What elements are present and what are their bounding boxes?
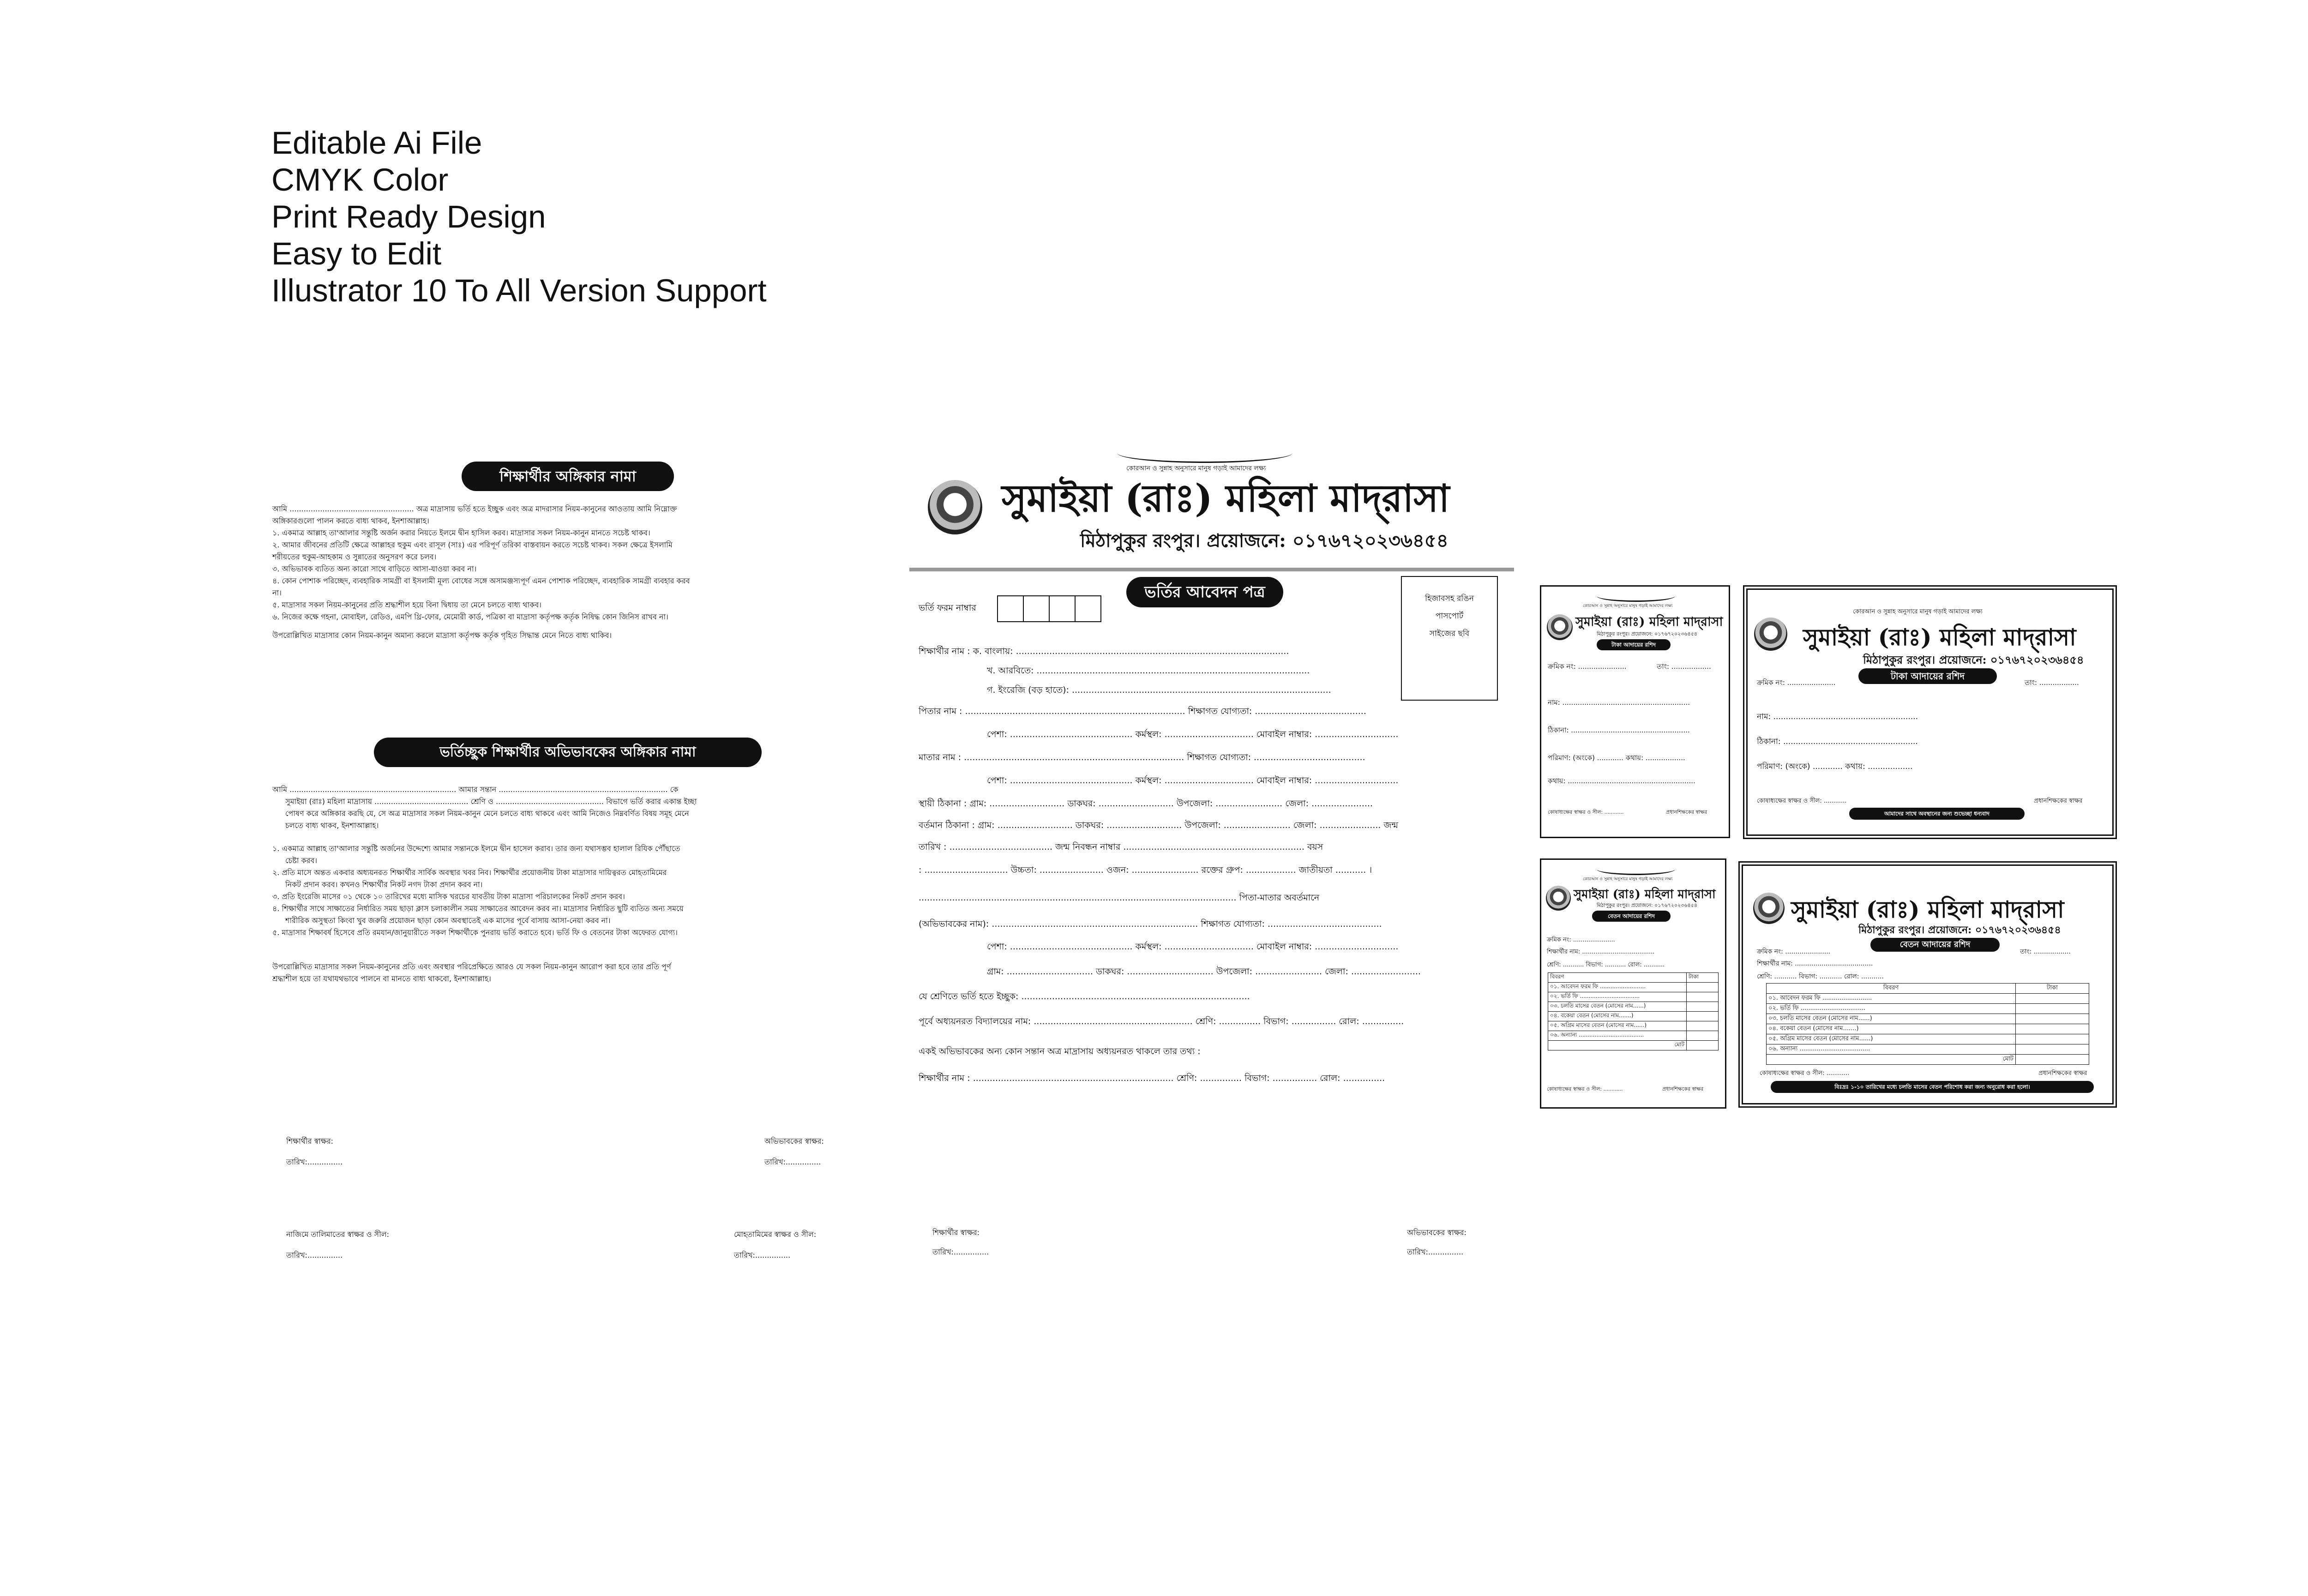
calligraphy-ornament [1597,864,1675,875]
feature-item: CMYK Color [271,162,449,198]
application-pill: ভর্তির আবেদন পত্র [1126,577,1283,607]
form-title: সুমাইয়া (রাঃ) মহিলা মাদ্‌রাসা [1002,476,1450,521]
field-mother-job[interactable]: পেশা: ............................................ কর্মস্থল: ................................ মোবাইল নাম্বার: .............................. [987,775,1399,786]
form-date-guardian: তারিখ:............... [1407,1248,1464,1256]
money-receipt-small: কোরআন ও সুন্নাহ অনুসারে মানুষ গড়াই আমাদের লক্ষ্য সুমাইয়া (রাঃ) মহিলা মাদ্‌রাসা মিঠাপুকুর রংপুর। প্রয়োজনে: ০১৭৬৭২০২৩৬৪৫৪ টাকা আদায়ের রশিদ ক্রমিক নং: ...................... তাং: .................. নাম: .......................................................... ঠিকানা: ...................................................... পরিমাণ: (অংকে) ............ কথায়: .................. কথায়: .......................................................... কোষাধ্যক্ষের স্বাক্ষর ও সীল: ............ প্রধানশিক্ষকের স্বাক্ষর [1540,585,1730,838]
form-fields [919,642,1421,1087]
sig-guardian: অভিভাবকের স্বাক্ষর: [764,1137,824,1146]
field-name-bangla[interactable]: শিক্ষার্থীর নাম : ক. বাংলায়: .................................................................................................. [919,646,1289,656]
application-form [909,438,1523,1283]
feature-item: Print Ready Design [271,199,546,234]
date-muhtamim: তারিখ:............... [734,1251,791,1260]
field-present-address[interactable]: বর্তমান ঠিকানা : গ্রাম: ........................... ডাকঘর: ........................... উপজেলা: ........................ জেলা: ...................... জন্ম [919,820,1398,830]
field-desired-class[interactable]: যে শ্রেণিতে ভর্তি হতে ইচ্ছুক: .................................................................................. [919,991,1250,1002]
field-mother-name[interactable]: মাতার নাম : ............................................................................... শিক্ষাগত যোগ্যতা: ........................................ [919,752,1365,762]
field-guardian-line[interactable]: .................................................................................................................. পিতা-মাতার অবর্তমানে [919,893,1320,903]
form-no-label: ভর্তি ফরম নাম্বার [919,603,976,613]
student-pledge-title: শিক্ষার্থীর অঙ্গিকার নামা [462,462,674,491]
form-sig-guardian: অভিভাবকের স্বাক্ষর: [1407,1228,1467,1237]
form-no-boxes[interactable] [997,595,1100,624]
salary-receipt-small: কোরআন ও সুন্নাহ অনুসারে মানুষ গড়াই আমাদের লক্ষ্য সুমাইয়া (রাঃ) মহিলা মাদ্‌রাসা মিঠাপুকুর রংপুর। প্রয়োজনে: ০১৭৬৭২০২৩৬৪৫৪ বেতন আদায়ের রশিদ ক্রমিক নং: ...................... শিক্ষার্থীর নাম: ...................................... শ্রেণি: ........... বিভাগ: ........... রোল: ........... বিবরণ টাকা ০১. আবেদন ফরম ফি .......................... ০২. ভর্তি ফি .................................. ০৩. চলতি মাসের বেতন (মোসের নাম......) ০৪. বকেয়া বেতন (মোসের নাম.......) ০৫. অগ্রিম মাসের বেতন (মোসের নাম......) ০৬. অন্যান্য ..................................... মোট কোষাধ্যক্ষের স্বাক্ষর ও সীল: ............ প্রধানশিক্ষকের স্বাক্ষর [1540,858,1726,1109]
field-physical[interactable]: : .............................. উচ্চতা: ....................... ওজন: ........................ রক্তের গ্রুপ: .................. জাতীয়তা ........... । [919,865,1372,875]
money-receipt-ornate: কোরআন ও সুন্নাহ অনুসারে মানুষ গড়াই আমাদের লক্ষ্য সুমাইয়া (রাঃ) মহিলা মাদ্‌রাসা মিঠাপুকুর রংপুর। প্রয়োজনে: ০১৭৬৭২০২৩৬৪৫৪ টাকা আদায়ের রশিদ ক্রমিক নং: ...................... তাং: .................. নাম: .......................................................... ঠিকানা: ...................................................... পরিমাণ: (অংকে) ............ কথায়: .................. কোষাধ্যক্ষের স্বাক্ষর ও সীল: ............ প্রধানশিক্ষকের স্বাক্ষর আমাদের সাথে অবস্থানের জন্য শুভেচ্ছা ধন্যবাদ [1743,585,2117,839]
feature-item: Illustrator 10 To All Version Support [271,273,767,308]
calligraphy-ornament [1597,590,1675,602]
madrasa-logo-icon [1546,886,1571,911]
pledge-page [268,452,868,1283]
sig-nazim: নাজিমে তালিমাতের স্বাক্ষর ও সীল: [286,1230,390,1239]
field-guardian-name[interactable]: (অভিভাবকের নাম): .......................................................................... শিক্ষাগত যোগ্যতা: ......................................... [919,919,1382,929]
features-list [271,125,767,309]
madrasa-logo-icon [1754,618,1787,651]
field-name-arabic[interactable]: খ. আরবিতে: .................................................................................................. [987,666,1310,676]
salary-table: বিবরণ টাকা ০১. আবেদন ফরম ফি .......................... ০২. ভর্তি ফি .................................. ০৩. চলতি মাসের বেতন (মোসের নাম......) ০৪. বকেয়া বেতন (মোসের নাম.......) ০৫. অগ্রিম মাসের বেতন (মোসের নাম......) ০৬. অন্যান্য ..................................... মোট [1548,972,1719,1050]
photo-box: হিজাবসহ রঙিন পাসপোর্ট সাইজের ছবি [1401,576,1498,701]
calligraphy-ornament [1117,443,1292,463]
salary-table: বিবরণ টাকা ০১. আবেদন ফরম ফি .......................... ০২. ভর্তি ফি .................................. ০৩. চলতি মাসের বেতন (মোসের নাম......) ০৪. বকেয়া বেতন (মোসের নাম.......) ০৫. অগ্রিম মাসের বেতন (মোসের নাম......) ০৬. অন্যান্য ..................................... মোট [1766,983,2089,1065]
salary-receipt-ornate: সুমাইয়া (রাঃ) মহিলা মাদ্‌রাসা মিঠাপুকুর রংপুর। প্রয়োজনে: ০১৭৬৭২০২৩৬৪৫৪ বেতন আদায়ের রশিদ ক্রমিক নং: ...................... তাং: .................. শিক্ষার্থীর নাম: ...................................... শ্রেণি: ........... বিভাগ: ........... রোল: ........... বিবরণ টাকা ০১. আবেদন ফরম ফি .......................... ০২. ভর্তি ফি .................................. ০৩. চলতি মাসের বেতন (মোসের নাম......) ০৪. বকেয়া বেতন (মোসের নাম.......) ০৫. অগ্রিম মাসের বেতন (মোসের নাম......) ০৬. অন্যান্য ..................................... মোট কোষাধ্যক্ষের স্বাক্ষর ও সীল: ............ প্রধানশিক্ষকের স্বাক্ষর বিঃদ্রঃ ১-১০ তারিখের মধ্যে চলতি মাসের বেতন পরিশোধ করা জন্য অনুরোধ করা হলো। [1738,861,2117,1108]
date-student: তারিখ:............... [286,1158,343,1166]
feature-item: Editable Ai File [271,125,482,161]
field-previous-school[interactable]: পূর্বে অধ্যয়নরত বিদ্যালয়ের নাম: ......................................................... শ্রেণি: ............... বিভাগ: ................ রোল: ............... [919,1016,1404,1026]
date-nazim: তারিখ:............... [286,1251,343,1260]
guardian-pledge-title: ভর্তিচ্ছুক শিক্ষার্থীর অভিভাবকের অঙ্গিকার নামা [374,738,762,767]
sibling-info-label: একই অভিভাবকের অন্য কোন সন্তান অত্র মাদ্রাসায় অধ্যয়নরত থাকলে তার তথ্য : [919,1046,1201,1056]
form-date-student: তারিখ:............... [932,1248,989,1256]
feature-item: Easy to Edit [271,236,442,271]
madrasa-logo-icon [928,480,982,534]
field-sibling-name[interactable]: শিক্ষার্থীর নাম : ........................................................................ শ্রেণি: ............... বিভাগ: ................ রোল: ............... [919,1073,1385,1083]
date-guardian: তারিখ:............... [764,1158,821,1166]
field-father-name[interactable]: পিতার নাম : ............................................................................... শিক্ষাগত যোগ্যতা: ........................................ [919,706,1366,716]
header-rule [909,568,1514,571]
form-subtitle: মিঠাপুকুর রংপুর। প্রয়োজনে: ০১৭৬৭২০২৩৬৪৫৪ [1080,530,1449,552]
form-sig-student: শিক্ষার্থীর স্বাক্ষর: [932,1228,980,1237]
field-permanent-address[interactable]: স্থায়ী ঠিকানা : গ্রাম: ........................... ডাকঘর: ........................... উপজেলা: ........................ জেলা: ...................... [919,798,1373,809]
student-pledge-body: আমি ..................................................... অত্র মাদ্রাসায় ভর্তি হতে ইচ্ছুক এবং অত্র মাদরাসার নিয়ম-কানুনের আওতায় আমি নিম্নোক্ত অঙ্গিকারগুলো পালন করতে বাধ্য থাকব, ইনশাআল্লাহ। ১. একমাত্র আল্লাহ তা'আলার সন্তুষ্টি অর্জন করার নিয়তে ইলমে দ্বীন হাসিল করব। মাদ্রাসার সকল নিয়ম-কানুন মানতে সচেষ্ট থাকব। ২. আমার জীবনের প্রতিটি ক্ষেত্রে আল্লাহর হুকুম এবং রাসূল (সাঃ) এর পরিপূর্ণ তরিকা বাস্তবায়ন করতে সচেষ্ট থাকব। সকল ক্ষেত্রে ইসলামি শরীয়তের হুকুম-আহকাম ও সুন্নাতের অনুসরণ করে চলব। ৩. অভিভাবক ব্যতিত অন্য কারো সাথে বাড়িতে আসা-যাওয়া করব না। ৪. কোন পোশাক পরিচ্ছেদ, ব্যবহারিক সামগ্রী বা ইসলামী মূল্য বোধের সঙ্গে অসামঞ্জস্যপূর্ণ এমন পোশাক পরিচ্ছেদ, ব্যবহারিক সামগ্রী ব্যবহার করব না। ৫. মাদ্রাসার সকল নিয়ম-কানুনের প্রতি শ্রদ্ধাশীল হয়ে বিনা দ্বিধায় তা মেনে চলতে বাধ্য থাকব। ৬. নিজের কক্ষে গহনা, মোবাইল, রেডিও, এমপি থ্রি-ফোর, মেমোরী কার্ড, পত্রিকা বা মাদ্রাসা কর্তৃপক্ষ কর্তৃক নিষিদ্ধ কোন জিনিস রাখব না। উপরোল্লিখিত মাদ্রাসার কোন নিয়ম-কানুন অমান্য করলে মাদ্রাসা কর্তৃপক্ষ কর্তৃক গৃহিত সিদ্ধান্ত মেনে নিতে বাধ্য থাকিব। [272,504,690,640]
field-birth-date[interactable]: তারিখ : ..................................... জন্ম নিবন্ধন নাম্বার ................................................................. বয়স [919,842,1323,852]
field-father-job[interactable]: পেশা: ............................................ কর্মস্থল: ................................ মোবাইল নাম্বার: .............................. [987,729,1399,739]
form-tagline: কোরআন ও সুন্নাহ অনুসারে মানুষ গড়াই আমাদের লক্ষ্য [1126,465,1266,472]
sig-muhtamim: মোহতামিমের স্বাক্ষর ও সীল: [734,1230,817,1239]
sig-student: শিক্ষার্থীর স্বাক্ষর: [286,1137,334,1146]
field-name-english[interactable]: গ. ইংরেজি (বড় হাতে): ............................................................................................. [987,685,1331,695]
field-guardian-address[interactable]: গ্রাম: ............................... ডাকঘর: ............................... উপজেলা: ........................ জেলা: ......................... [987,966,1421,977]
field-guardian-job[interactable]: পেশা: ............................................ কর্মস্থল: ................................ মোবাইল নাম্বার: .............................. [987,942,1399,952]
madrasa-logo-icon [1547,614,1573,640]
madrasa-logo-icon [1753,893,1785,924]
guardian-pledge-body: আমি ....................................................................... আমার সন্তান ........................................................................ কে সুমাইয়া (রাঃ) মহিলা মাদ্রাসায় ........................................ শ্রেণি ও .............................................. বিভাগে ভর্তি করার একান্ত ইচ্ছা পোষণ করে অঙ্গিকার করছি যে, সে অত্র মাদ্রাসার সকল নিয়ম-কানুন মেনে চলতে বাধ্য থাকবে এবং আমি নিজেও নিম্নবর্ণিত বিষয় সমূহ মেনে চলতে বাধ্য থাকব, ইনশাআল্লাহ। ১. একমাত্র আল্লাহ তা'আলার সন্তুষ্টি অর্জনের উদ্দেশ্যে আমার সন্তানকে ইলমে দ্বীন হাসেল করাব। তার জন্য যথাসম্ভব হালাল রিযিক পৌঁছাতে চেষ্টা করব। ২. প্রতি মাসে অন্তত একবার অধ্যয়নরত শিক্ষার্থীর সার্বিক অবস্থার খবর নিব। শিক্ষার্থীর প্রয়োজনীয় টাকা মাদ্রাসার দায়িত্বরত মোহতামিমের নিকট প্রদান করব। কখনও শিক্ষার্থীর নিকট নগদ টাকা প্রদান করব না। ৩. প্রতি ইংরেজি মাসের ০১ থেকে ১০ তারিখের মধ্যে মাসিক খরচের যাবতীয় টাকা মাদ্রাসা পরিচালকের নিকট প্রদান করব। ৪. শিক্ষার্থীর সাথে সাক্ষাতের নির্ধারিত সময় ছাড়া ক্লাস চলাকালীন সময় সাক্ষাতের আবেদন করব না। মাদ্রাসার নির্ধারিত ছুটি ব্যতিত অন্য সময়ে শারীরিক অসুস্থতা কিংবা খুব জরুরি প্রয়োজন ছাড়া কোন অবস্থাতেই এক মাসের পূর্বে বাসায় আসা-নেয়া করব না। ৫. মাদ্রাসার শিক্ষাবর্ষ হিসেবে প্রতি রমযান/জানুয়ারীতে সকল শিক্ষার্থীকে পুনরায় ভর্তি করাতে হবে। ভর্তি ফি ও বেতনের টাকা অফেরত যোগ্য। উপরোল্লিখিত মাদ্রাসার সকল নিয়ম-কানুনের প্রতি এবং অবস্থার পরিপ্রেক্ষিতে আরও যে সকল নিয়ম-কানুন আরোপ করা হবে তার প্রতি পূর্ণ শ্রদ্ধাশীল হয়ে তা যথাযথভাবে পালনে বা মানতে বাধ্য থাকবো, ইনশাআল্লাহ। [272,785,697,983]
